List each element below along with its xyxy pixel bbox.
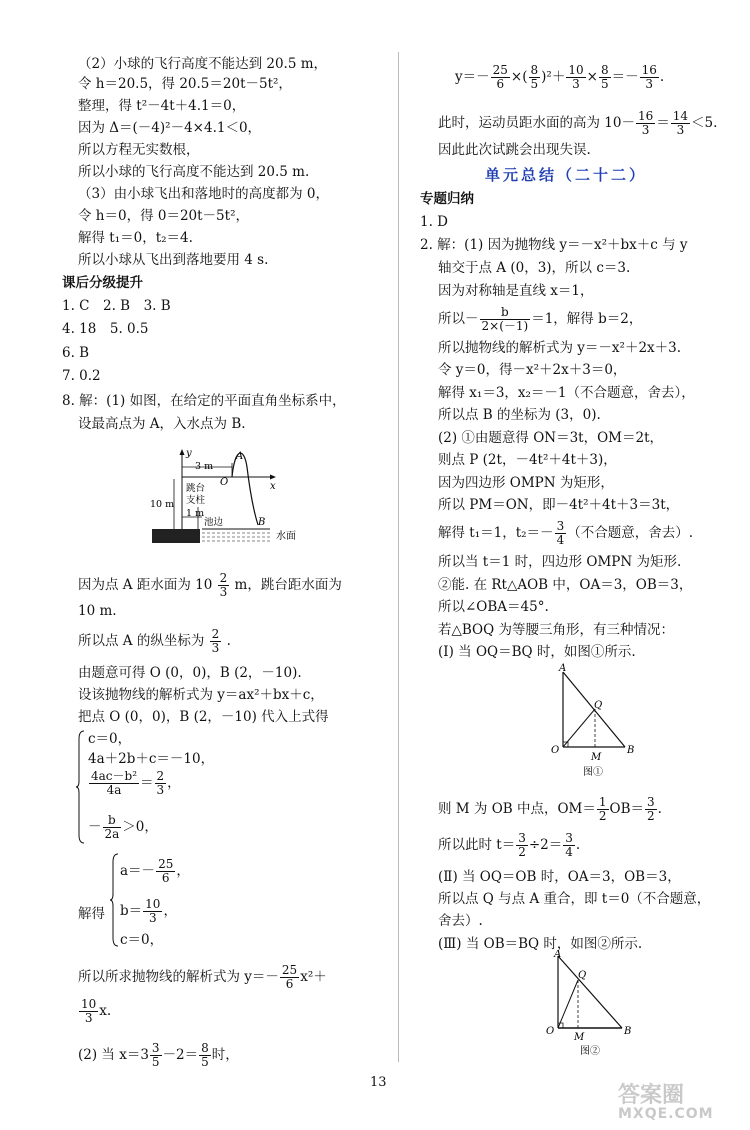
fig1-caption: 图① bbox=[583, 767, 603, 778]
k12-text: 解得 t₁＝1，t₂＝－ bbox=[438, 525, 554, 541]
fig-O-label: O bbox=[220, 477, 229, 488]
frac-num: 10 bbox=[145, 897, 161, 911]
frac-num: 3 bbox=[556, 519, 565, 533]
frac-den: 2×(－1) bbox=[481, 319, 529, 333]
eq-text: y＝－ bbox=[455, 69, 490, 85]
right-k5: 令 y＝0，得－x²＋2x＋3＝0， bbox=[438, 362, 627, 378]
left-p2-text: 所以点 A 的纵坐标为 bbox=[78, 633, 205, 649]
right-eq-2 bbox=[438, 110, 717, 137]
right-k12 bbox=[438, 520, 693, 547]
left-p3: 由题意可得 O (0，0)，B (2，－10). bbox=[78, 665, 302, 681]
fig-water-label: 水面 bbox=[276, 531, 296, 542]
left-p5: 把点 O (0，0)，B (2，－10) 代入上式得 bbox=[78, 709, 329, 725]
solution-a-lhs: a＝－ bbox=[120, 863, 156, 879]
column-divider bbox=[398, 52, 399, 1062]
eq-text-3: ＜5. bbox=[691, 115, 718, 131]
left-p2-line bbox=[78, 628, 231, 655]
eq-text-2: ＝ bbox=[656, 115, 670, 131]
fig1-B-label: B bbox=[627, 745, 635, 756]
answer-7: 7. 0.2 bbox=[62, 368, 101, 384]
gt-zero: ＞0， bbox=[122, 819, 158, 835]
frac-den: 4a bbox=[106, 783, 122, 797]
topic-heading: 专题归纳 bbox=[420, 191, 474, 207]
page-number: 13 bbox=[370, 1075, 387, 1090]
right-k3 bbox=[438, 306, 642, 333]
answer-1-3: 1. C 2. B 3. B bbox=[62, 298, 171, 314]
left-line-1: （2）小球的飞行高度不能达到 20.5 m， bbox=[78, 56, 328, 72]
k3-frac bbox=[480, 306, 531, 333]
right-k18 bbox=[438, 796, 662, 823]
part-2-text: (2) 当 x＝3 bbox=[78, 1047, 149, 1063]
frac-den: 2 bbox=[647, 809, 655, 823]
right-k10: 因为四边形 OMPN 为矩形， bbox=[438, 475, 614, 491]
left-line-9: 解得 t₁＝0，t₂＝4. bbox=[78, 230, 193, 246]
eq-frac-5 bbox=[640, 64, 659, 91]
frac-den: 3 bbox=[148, 911, 157, 925]
frac-den: 6 bbox=[496, 77, 505, 91]
frac-den: 3 bbox=[211, 641, 220, 655]
part-2-frac-1 bbox=[150, 1042, 162, 1069]
fig-chi-label: 池边 bbox=[204, 517, 224, 528]
k18-text: 则 M 为 OB 中点，OM＝ bbox=[438, 801, 596, 817]
right-line-e3: 因此此次试跳会出现失误. bbox=[438, 142, 591, 158]
fig-y-label: y bbox=[186, 448, 192, 459]
system-eq-3-lhs bbox=[89, 770, 139, 797]
right-k21: 所以点 Q 与点 A 重合，即 t＝0（不合题意， bbox=[438, 891, 711, 907]
eq-frac-4 bbox=[599, 64, 611, 91]
right-k8: (2) ①由题意得 ON＝3t，OM＝2t， bbox=[438, 430, 664, 446]
right-k7: 所以点 B 的坐标为 (3，0). bbox=[438, 407, 601, 423]
frac-den: 2 bbox=[518, 845, 526, 859]
watermark-url: MXQE.COM bbox=[618, 1106, 714, 1122]
frac-den: 3 bbox=[676, 123, 685, 137]
left-line-8: 令 h＝0，得 0＝20t－5t²， bbox=[78, 208, 249, 224]
left-line-5: 所以方程无实数根， bbox=[78, 142, 200, 158]
left-line-2: 令 h＝20.5，得 20.5＝20t－5t²， bbox=[78, 76, 292, 92]
system-eq-4 bbox=[88, 814, 158, 841]
fig2-B-label: B bbox=[624, 1026, 632, 1037]
left-line-7: （3）由小球飞出和落地时的高度都为 0， bbox=[78, 186, 329, 202]
system-eq-2: 4a＋2b＋c＝－10， bbox=[88, 751, 215, 767]
answer-4-5: 4. 18 5. 0.5 bbox=[62, 321, 149, 337]
parabola-result-text-2: x²＋ bbox=[300, 969, 327, 985]
left-line-6: 所以小球的飞行高度不能达到 20.5 m. bbox=[78, 164, 310, 180]
unit-summary-title: 单元总结（二十二） bbox=[485, 166, 648, 184]
fig1-Q-label: Q bbox=[594, 700, 603, 711]
eq-text: 此时，运动员距水面的高为 10－ bbox=[438, 115, 635, 131]
k18-text-2: OB＝ bbox=[609, 801, 645, 817]
frac-num: 2 bbox=[219, 571, 228, 585]
solution-c: c＝0， bbox=[120, 932, 164, 948]
right-k4: 所以抛物线的解析式为 y＝－x²＋2x＋3. bbox=[438, 340, 682, 356]
k12-text-2: （不合题意，舍去）. bbox=[567, 525, 693, 541]
right-k1: 1. D bbox=[420, 214, 448, 230]
left-p2-end: . bbox=[226, 633, 231, 649]
left-p2-fraction bbox=[210, 628, 222, 655]
left-p1-text: 因为点 A 距水面为 10 bbox=[78, 577, 213, 593]
right-k20: (Ⅱ) 当 OQ＝OB 时，OA＝3，OB＝3， bbox=[438, 869, 681, 885]
frac-num: 16 bbox=[637, 109, 654, 123]
eq-text-3: )²＋ bbox=[541, 69, 566, 85]
k3-text-2: ＝1，解得 b＝2， bbox=[531, 311, 643, 327]
fig-1m-label: 1 m bbox=[186, 508, 205, 519]
left-p1-fraction bbox=[218, 572, 230, 599]
fig2-O-label: O bbox=[546, 1026, 555, 1037]
answer-8-line-2: 设最高点为 A，入水点为 B. bbox=[78, 416, 246, 432]
parabola-result-text-3: x. bbox=[99, 1003, 112, 1019]
frac-num: 25 bbox=[281, 963, 298, 977]
eq-frac-2 bbox=[671, 110, 690, 137]
left-p1-line bbox=[78, 572, 342, 599]
part-2-text-2: －2＝ bbox=[162, 1047, 199, 1063]
diving-figure bbox=[150, 447, 330, 555]
solution-a bbox=[120, 858, 190, 885]
eq-frac-1 bbox=[491, 64, 510, 91]
k3-text: 所以－ bbox=[438, 311, 479, 327]
fig-x-label: x bbox=[270, 481, 276, 492]
right-k16: 若△BOQ 为等腰三角形，有三种情况： bbox=[438, 622, 674, 638]
frac-den: 3 bbox=[219, 585, 228, 599]
frac-den: 5 bbox=[530, 77, 539, 91]
frac-num: 25 bbox=[492, 63, 508, 77]
frac-den: 5 bbox=[600, 77, 609, 91]
k19-end: . bbox=[575, 837, 581, 853]
frac-num: 3 bbox=[565, 831, 573, 845]
frac-den: 3 bbox=[641, 123, 650, 137]
comma: ， bbox=[167, 775, 181, 791]
k18-frac-2 bbox=[645, 796, 657, 823]
right-k19 bbox=[438, 832, 580, 859]
parabola-result-text: 所以所求抛物线的解析式为 y＝－ bbox=[78, 969, 279, 985]
solution-b-lhs: b＝ bbox=[120, 903, 143, 919]
left-p1c: 10 m. bbox=[78, 603, 117, 619]
k18-end: . bbox=[657, 801, 662, 817]
frac-den: 3 bbox=[84, 1011, 93, 1025]
frac-den: 6 bbox=[161, 871, 170, 885]
right-k15: 所以∠OBA＝45°. bbox=[438, 599, 549, 615]
right-k22: 舍去）. bbox=[438, 913, 483, 929]
left-brace-2 bbox=[110, 852, 120, 948]
fig-tai-label: 跳台 bbox=[186, 483, 206, 494]
frac-den: 2a bbox=[104, 827, 120, 841]
frac-num: 25 bbox=[158, 857, 174, 871]
answer-8-line-1: 8. 解：(1) 如图，在给定的平面直角坐标系中， bbox=[62, 393, 346, 409]
frac-den: 4 bbox=[565, 845, 573, 859]
right-k2b: 轴交于点 A (0，3)，所以 c＝3. bbox=[438, 260, 631, 276]
eq-sign: ＝ bbox=[140, 775, 154, 791]
solution-b bbox=[120, 898, 177, 925]
system-eq-3-rhs bbox=[155, 770, 167, 797]
eq-text-4: × bbox=[586, 69, 598, 85]
frac-den: 2 bbox=[598, 809, 607, 823]
k19-frac-1 bbox=[516, 832, 528, 859]
frac-num: 10 bbox=[568, 63, 584, 77]
part-2-frac-2 bbox=[199, 1042, 211, 1069]
frac-num: 8 bbox=[201, 1041, 209, 1055]
frac-den: 3 bbox=[645, 77, 654, 91]
right-k6: 解得 x₁＝3，x₂＝－1（不合题意，舍去）， bbox=[438, 385, 695, 401]
right-k2a: 2. 解：(1) 因为抛物线 y＝－x²＋bx＋c 与 y bbox=[420, 237, 688, 253]
solution-b-frac bbox=[143, 898, 162, 925]
frac-num: 8 bbox=[600, 63, 609, 77]
system-eq-4-frac bbox=[103, 814, 122, 841]
frac-num: b bbox=[103, 814, 122, 828]
parabola-result-frac-2 bbox=[79, 998, 98, 1025]
fig-B-label: B bbox=[258, 517, 266, 528]
fig1-A-label: A bbox=[559, 663, 567, 674]
parabola-result-frac-1 bbox=[280, 964, 299, 991]
frac-den: 4 bbox=[556, 533, 565, 547]
system-eq-3 bbox=[88, 770, 181, 797]
fig2-caption: 图② bbox=[580, 1046, 600, 1057]
frac-num: 10 bbox=[81, 997, 97, 1011]
frac-num: 3 bbox=[151, 1041, 160, 1055]
eq-frac-1 bbox=[636, 110, 655, 137]
fig-3m-label: 3 m bbox=[195, 461, 214, 472]
left-line-4: 因为 Δ＝(－4)²－4×4.1＜0， bbox=[78, 120, 262, 136]
frac-num: 3 bbox=[647, 795, 655, 809]
parabola-result-line-1 bbox=[78, 964, 327, 991]
left-line-10: 所以小球从飞出到落地要用 4 s. bbox=[78, 252, 269, 268]
fig2-M-label: M bbox=[574, 1032, 585, 1043]
frac-den: 3 bbox=[572, 77, 580, 91]
frac-num: 14 bbox=[672, 109, 689, 123]
right-k9: 则点 P (2t，－4t²＋4t＋3)， bbox=[438, 452, 617, 468]
k19-frac-2 bbox=[563, 832, 575, 859]
minus: － bbox=[88, 819, 102, 835]
frac-num: 16 bbox=[641, 63, 657, 77]
right-k23: (Ⅲ) 当 OB＝BQ 时，如图②所示. bbox=[438, 936, 643, 952]
frac-den: 5 bbox=[201, 1055, 209, 1069]
fig1-M-label: M bbox=[591, 752, 602, 763]
fig-zhi-label: 支柱 bbox=[186, 495, 206, 506]
k18-frac-1 bbox=[597, 796, 609, 823]
parabola-result-line-2 bbox=[78, 998, 111, 1025]
comma: ， bbox=[163, 903, 177, 919]
eq-frac-3 bbox=[566, 64, 585, 91]
right-eq-1 bbox=[455, 64, 664, 91]
left-p4: 设该抛物线的解析式为 y＝ax²＋bx＋c， bbox=[78, 687, 324, 703]
eq-text-6: . bbox=[659, 69, 665, 85]
fig2-A-label: A bbox=[554, 950, 562, 960]
eq-frac-2 bbox=[529, 64, 541, 91]
frac-num: 8 bbox=[530, 63, 539, 77]
triangle-figure-1 bbox=[545, 662, 645, 782]
k19-text-2: ÷2＝ bbox=[528, 837, 563, 853]
fig-10m-label: 10 m bbox=[150, 499, 175, 510]
left-brace-1 bbox=[76, 729, 86, 845]
frac-num: 2 bbox=[156, 769, 165, 783]
triangle-figure-2 bbox=[540, 950, 640, 1062]
section-heading: 课后分级提升 bbox=[62, 275, 143, 291]
right-k14: ②能. 在 Rt△AOB 中，OA＝3，OB＝3， bbox=[438, 577, 693, 593]
solve-label: 解得 bbox=[78, 906, 105, 922]
frac-num: b bbox=[480, 306, 531, 320]
part-2-line bbox=[78, 1042, 239, 1069]
frac-den: 3 bbox=[156, 783, 165, 797]
answer-6: 6. B bbox=[62, 345, 90, 361]
right-k13: 所以当 t＝1 时，四边形 OMPN 为矩形. bbox=[438, 554, 682, 570]
watermark-logo-text: 答案圈 bbox=[618, 1083, 685, 1108]
system-eq-1: c＝0， bbox=[88, 731, 132, 747]
right-k11: 所以 PM＝ON，即－4t²＋4t＋3＝3t， bbox=[438, 497, 680, 513]
frac-den: 6 bbox=[285, 977, 294, 991]
part-2-text-3: 时， bbox=[211, 1047, 239, 1063]
frac-num: 1 bbox=[598, 795, 607, 809]
k12-frac bbox=[555, 520, 567, 547]
right-k17: (Ⅰ) 当 OQ＝BQ 时，如图①所示. bbox=[438, 644, 636, 660]
frac-num: 3 bbox=[518, 831, 526, 845]
frac-den: 5 bbox=[151, 1055, 160, 1069]
left-line-3: 整理，得 t²－4t＋4.1＝0， bbox=[78, 98, 246, 114]
k19-text: 所以此时 t＝ bbox=[438, 837, 516, 853]
eq-text-5: ＝－ bbox=[611, 69, 639, 85]
eq-text-2: ×( bbox=[510, 69, 528, 85]
fig-A-label: A bbox=[236, 451, 244, 462]
comma: ， bbox=[176, 863, 190, 879]
right-k2c: 因为对称轴是直线 x＝1， bbox=[438, 283, 594, 299]
frac-num: 4ac－b² bbox=[91, 769, 138, 783]
solution-a-frac bbox=[156, 858, 175, 885]
left-p1-text-2: m，跳台距水面为 bbox=[234, 577, 342, 593]
fig2-Q-label: Q bbox=[578, 970, 587, 981]
frac-num: 2 bbox=[211, 627, 220, 641]
fig1-O-label: O bbox=[551, 745, 560, 756]
